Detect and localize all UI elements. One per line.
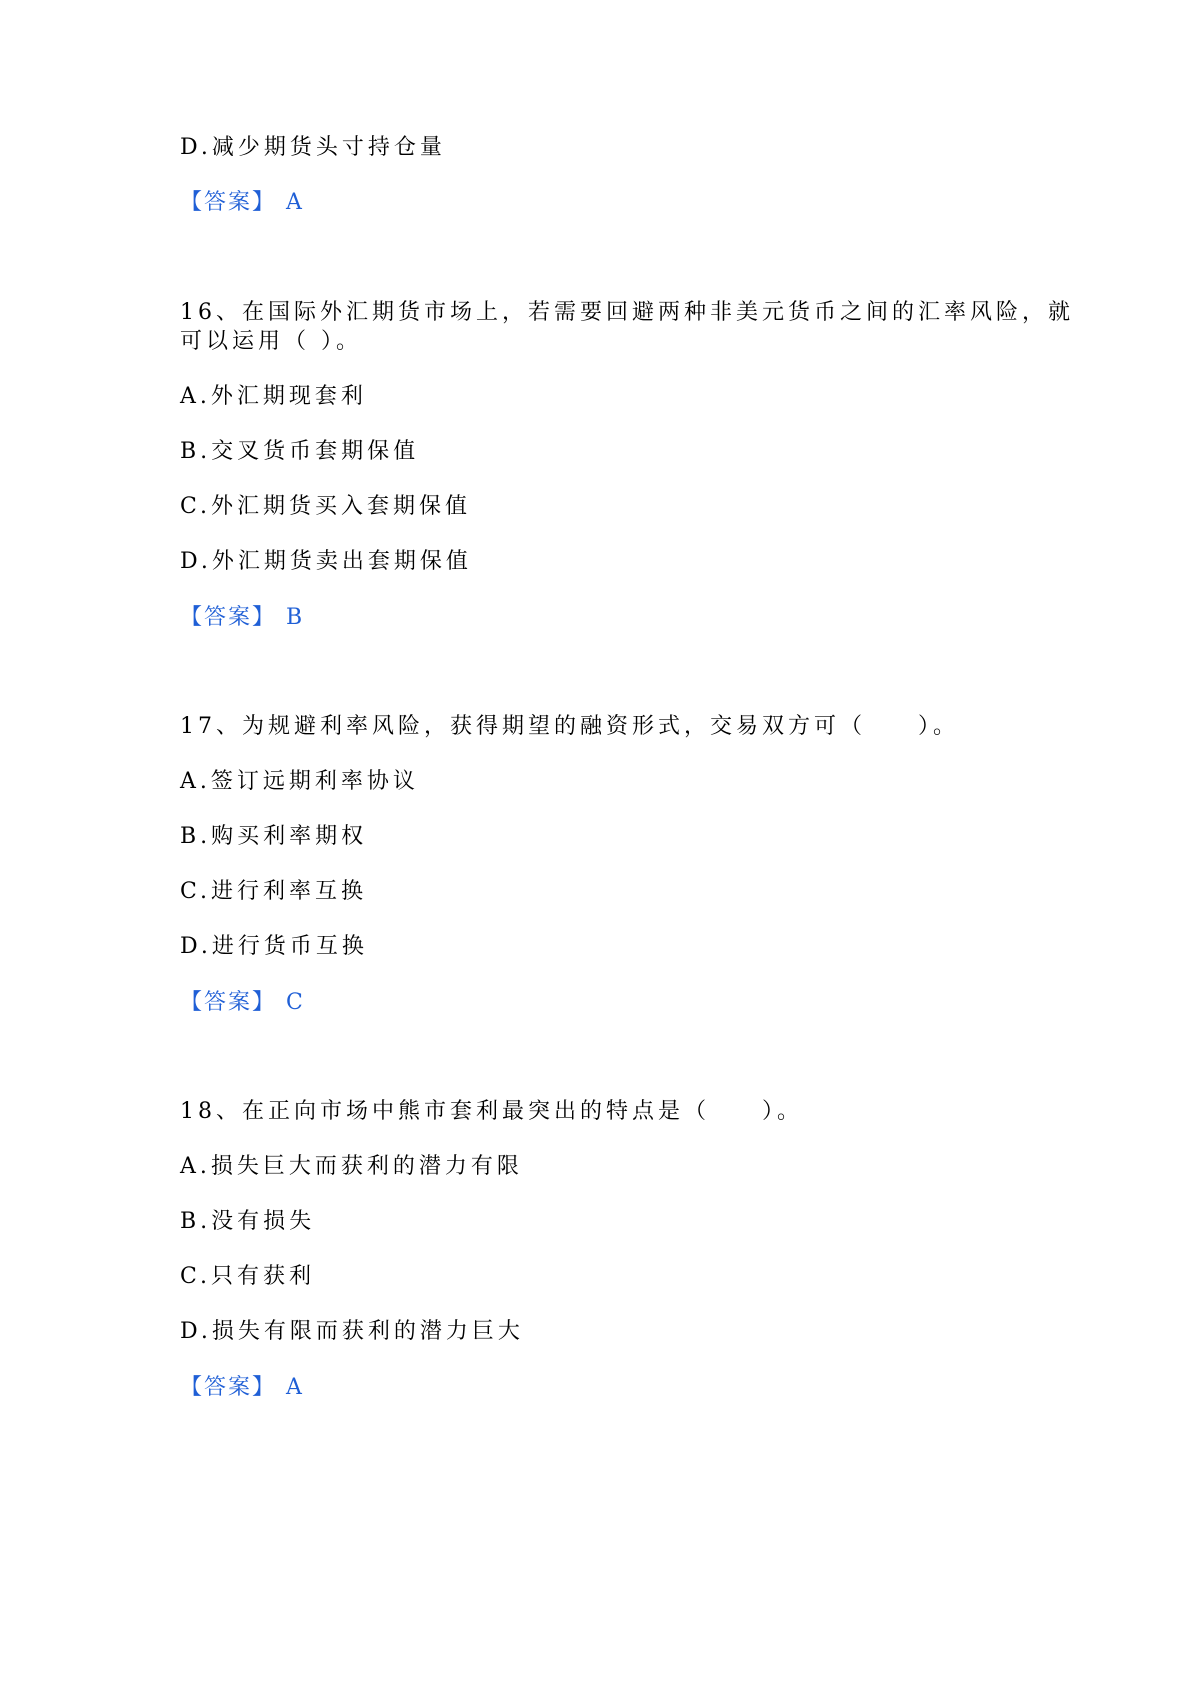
answer-label: 答案	[204, 190, 253, 215]
answer-bracket-left: 【	[180, 190, 205, 215]
q17-option-d: D.进行货币互换	[180, 934, 368, 959]
q16-option-c: C.外汇期货买入套期保值	[180, 494, 472, 519]
q16-option-b: B.交叉货币套期保值	[180, 439, 420, 464]
q16-stem-line1: 16、在国际外汇期货市场上，若需要回避两种非美元货币之间的汇率风险，就	[180, 300, 1074, 325]
answer-value: B	[286, 605, 305, 630]
answer-bracket-right: 】	[252, 190, 277, 215]
q17-option-a: A.签订远期利率协议	[180, 769, 419, 794]
answer-label: 答案	[204, 990, 253, 1015]
q15-option-d: D.减少期货头寸持仓量	[180, 135, 446, 160]
q16-option-a: A.外汇期现套利	[180, 384, 367, 409]
q18-stem-line1: 18、在正向市场中熊市套利最突出的特点是（ ）。	[180, 1099, 803, 1124]
q18-option-c: C.只有获利	[180, 1264, 316, 1289]
q18-option-a: A.损失巨大而获利的潜力有限	[180, 1154, 523, 1179]
answer-bracket-left: 【	[180, 1375, 205, 1400]
answer-bracket-left: 【	[180, 990, 205, 1015]
q17-answer	[180, 988, 305, 1018]
answer-value: A	[286, 190, 304, 215]
q15-answer	[180, 188, 304, 218]
answer-bracket-left: 【	[180, 605, 205, 630]
answer-label: 答案	[204, 605, 253, 630]
q16-stem-line2: 可以运用（ ）。	[180, 329, 362, 354]
q18-option-b: B.没有损失	[180, 1209, 316, 1234]
q17-option-c: C.进行利率互换	[180, 879, 368, 904]
answer-label: 答案	[204, 1375, 253, 1400]
q17-option-b: B.购买利率期权	[180, 824, 368, 849]
q16-option-d: D.外汇期货卖出套期保值	[180, 549, 472, 574]
answer-bracket-right: 】	[252, 990, 277, 1015]
q18-answer	[180, 1373, 304, 1403]
answer-value: C	[286, 990, 305, 1015]
answer-bracket-right: 】	[252, 605, 277, 630]
q17-stem-line1: 17、为规避利率风险，获得期望的融资形式，交易双方可（ ）。	[180, 714, 959, 739]
q18-option-d: D.损失有限而获利的潜力巨大	[180, 1319, 524, 1344]
answer-value: A	[286, 1375, 304, 1400]
q16-answer	[180, 603, 304, 633]
answer-bracket-right: 】	[252, 1375, 277, 1400]
